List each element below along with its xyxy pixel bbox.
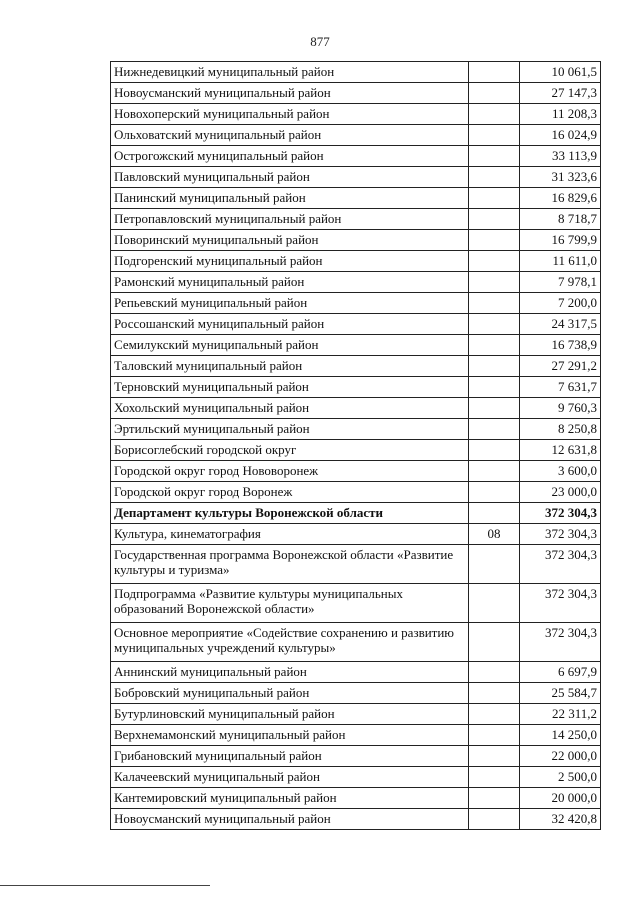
table-row	[111, 767, 601, 788]
table-row	[111, 704, 601, 725]
row-name-cell: Калачеевский муниципальный район	[111, 767, 469, 788]
row-code-cell	[469, 461, 520, 482]
row-name-cell: Городской округ город Воронеж	[111, 482, 469, 503]
row-code-cell	[469, 146, 520, 167]
row-value-cell: 9 760,3	[520, 398, 601, 419]
row-code-cell	[469, 272, 520, 293]
row-value-cell: 10 061,5	[520, 62, 601, 83]
row-code-cell	[469, 767, 520, 788]
row-name-cell: Кантемировский муниципальный район	[111, 788, 469, 809]
table-row	[111, 746, 601, 767]
row-name-cell: Петропавловский муниципальный район	[111, 209, 469, 230]
row-name-cell: Культура, кинематография	[111, 524, 469, 545]
row-value-cell: 27 147,3	[520, 83, 601, 104]
budget-table-body	[111, 62, 601, 830]
table-row	[111, 482, 601, 503]
row-value-cell: 372 304,3	[520, 584, 601, 623]
row-name-cell: Павловский муниципальный район	[111, 167, 469, 188]
table-row	[111, 314, 601, 335]
row-value-cell: 372 304,3	[520, 524, 601, 545]
row-name-cell: Эртильский муниципальный район	[111, 419, 469, 440]
row-name-cell: Нижнедевицкий муниципальный район	[111, 62, 469, 83]
row-value-cell: 6 697,9	[520, 662, 601, 683]
row-value-cell: 7 200,0	[520, 293, 601, 314]
row-code-cell	[469, 683, 520, 704]
row-code-cell	[469, 188, 520, 209]
row-value-cell: 372 304,3	[520, 503, 601, 524]
row-code-cell: 08	[469, 524, 520, 545]
row-value-cell: 372 304,3	[520, 545, 601, 584]
row-value-cell: 8 718,7	[520, 209, 601, 230]
row-value-cell: 3 600,0	[520, 461, 601, 482]
row-code-cell	[469, 545, 520, 584]
row-code-cell	[469, 746, 520, 767]
table-row	[111, 104, 601, 125]
table-row	[111, 188, 601, 209]
row-code-cell	[469, 230, 520, 251]
row-name-cell: Терновский муниципальный район	[111, 377, 469, 398]
row-code-cell	[469, 377, 520, 398]
row-value-cell: 32 420,8	[520, 809, 601, 830]
row-code-cell	[469, 335, 520, 356]
row-code-cell	[469, 725, 520, 746]
table-row	[111, 545, 601, 584]
row-code-cell	[469, 104, 520, 125]
table-row	[111, 584, 601, 623]
table-row	[111, 377, 601, 398]
row-name-cell: Основное мероприятие «Содействие сохранению и развитию муниципальных учреждений культуры»	[111, 623, 469, 662]
table-row	[111, 293, 601, 314]
row-value-cell: 16 799,9	[520, 230, 601, 251]
row-name-cell: Новоусманский муниципальный район	[111, 83, 469, 104]
table-row	[111, 62, 601, 83]
table-row	[111, 461, 601, 482]
table-row	[111, 251, 601, 272]
row-value-cell: 16 738,9	[520, 335, 601, 356]
row-name-cell: Панинский муниципальный район	[111, 188, 469, 209]
row-name-cell: Городской округ город Нововоронеж	[111, 461, 469, 482]
budget-table	[110, 61, 601, 830]
row-value-cell: 11 611,0	[520, 251, 601, 272]
row-code-cell	[469, 788, 520, 809]
table-row	[111, 356, 601, 377]
footnote-divider	[0, 885, 210, 886]
row-value-cell: 25 584,7	[520, 683, 601, 704]
row-code-cell	[469, 209, 520, 230]
row-code-cell	[469, 419, 520, 440]
table-row	[111, 398, 601, 419]
row-code-cell	[469, 314, 520, 335]
row-value-cell: 16 024,9	[520, 125, 601, 146]
row-code-cell	[469, 503, 520, 524]
row-name-cell: Бобровский муниципальный район	[111, 683, 469, 704]
table-row	[111, 272, 601, 293]
table-row	[111, 503, 601, 524]
table-row	[111, 167, 601, 188]
row-name-cell: Подгоренский муниципальный район	[111, 251, 469, 272]
row-code-cell	[469, 623, 520, 662]
row-code-cell	[469, 704, 520, 725]
table-row	[111, 335, 601, 356]
row-name-cell: Острогожский муниципальный район	[111, 146, 469, 167]
row-name-cell: Борисоглебский городской округ	[111, 440, 469, 461]
table-row	[111, 524, 601, 545]
row-code-cell	[469, 62, 520, 83]
row-value-cell: 27 291,2	[520, 356, 601, 377]
row-name-cell: Таловский муниципальный район	[111, 356, 469, 377]
table-row	[111, 683, 601, 704]
row-value-cell: 11 208,3	[520, 104, 601, 125]
table-row	[111, 662, 601, 683]
row-name-cell: Департамент культуры Воронежской области	[111, 503, 469, 524]
row-name-cell: Верхнемамонский муниципальный район	[111, 725, 469, 746]
row-name-cell: Поворинский муниципальный район	[111, 230, 469, 251]
table-row	[111, 146, 601, 167]
table-row	[111, 125, 601, 146]
row-value-cell: 23 000,0	[520, 482, 601, 503]
row-name-cell: Семилукский муниципальный район	[111, 335, 469, 356]
row-name-cell: Новоусманский муниципальный район	[111, 809, 469, 830]
row-code-cell	[469, 251, 520, 272]
row-value-cell: 2 500,0	[520, 767, 601, 788]
row-value-cell: 7 978,1	[520, 272, 601, 293]
table-row	[111, 83, 601, 104]
row-name-cell: Россошанский муниципальный район	[111, 314, 469, 335]
row-name-cell: Ольховатский муниципальный район	[111, 125, 469, 146]
table-row	[111, 809, 601, 830]
table-row	[111, 440, 601, 461]
row-code-cell	[469, 293, 520, 314]
row-value-cell: 8 250,8	[520, 419, 601, 440]
row-name-cell: Хохольский муниципальный район	[111, 398, 469, 419]
row-value-cell: 31 323,6	[520, 167, 601, 188]
row-value-cell: 22 000,0	[520, 746, 601, 767]
row-value-cell: 14 250,0	[520, 725, 601, 746]
row-value-cell: 33 113,9	[520, 146, 601, 167]
row-name-cell: Репьевский муниципальный район	[111, 293, 469, 314]
row-name-cell: Новохоперский муниципальный район	[111, 104, 469, 125]
row-value-cell: 7 631,7	[520, 377, 601, 398]
row-value-cell: 372 304,3	[520, 623, 601, 662]
row-value-cell: 22 311,2	[520, 704, 601, 725]
row-code-cell	[469, 809, 520, 830]
row-name-cell: Аннинский муниципальный район	[111, 662, 469, 683]
row-code-cell	[469, 83, 520, 104]
row-code-cell	[469, 125, 520, 146]
table-row	[111, 623, 601, 662]
row-name-cell: Подпрограмма «Развитие культуры муниципальных образований Воронежской области»	[111, 584, 469, 623]
row-code-cell	[469, 440, 520, 461]
row-code-cell	[469, 482, 520, 503]
row-value-cell: 12 631,8	[520, 440, 601, 461]
row-value-cell: 20 000,0	[520, 788, 601, 809]
page-number: 877	[310, 34, 330, 49]
row-code-cell	[469, 584, 520, 623]
row-value-cell: 24 317,5	[520, 314, 601, 335]
table-row	[111, 230, 601, 251]
row-name-cell: Государственная программа Воронежской области «Развитие культуры и туризма»	[111, 545, 469, 584]
row-name-cell: Рамонский муниципальный район	[111, 272, 469, 293]
row-name-cell: Бутурлиновский муниципальный район	[111, 704, 469, 725]
row-code-cell	[469, 398, 520, 419]
row-code-cell	[469, 662, 520, 683]
table-row	[111, 788, 601, 809]
table-row	[111, 725, 601, 746]
row-name-cell: Грибановский муниципальный район	[111, 746, 469, 767]
row-code-cell	[469, 167, 520, 188]
row-code-cell	[469, 356, 520, 377]
row-value-cell: 16 829,6	[520, 188, 601, 209]
table-row	[111, 209, 601, 230]
table-row	[111, 419, 601, 440]
